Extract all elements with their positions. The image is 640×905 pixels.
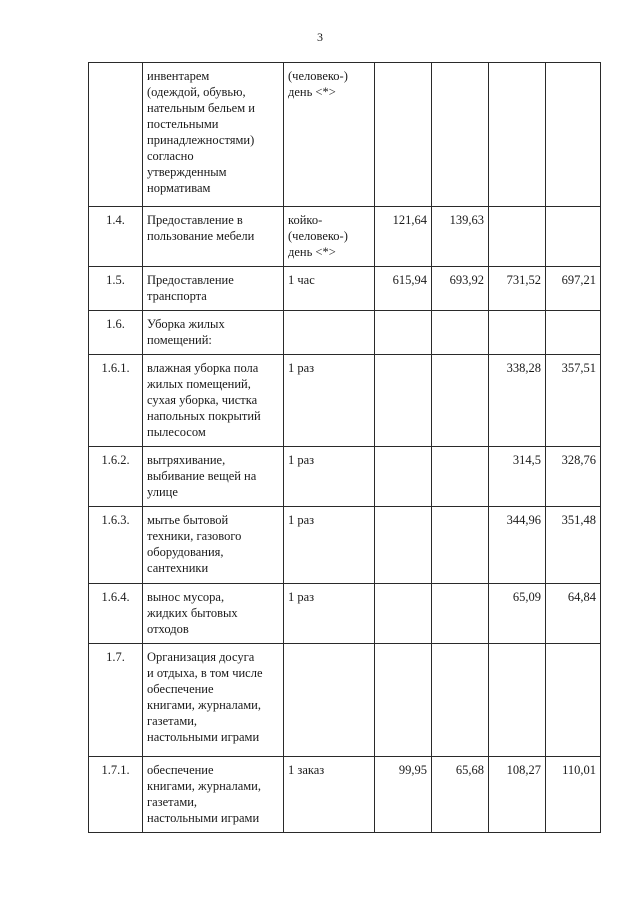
table-row [89,584,601,644]
value-cell-4: 64,84 [546,584,601,644]
row-number-cell: 1.6.3. [89,507,143,584]
page-number: 3 [317,30,323,44]
table-row [89,311,601,355]
value-cell-3: 314,5 [489,447,546,507]
table-row [89,63,601,207]
table-row [89,644,601,757]
value-cell-3: 338,28 [489,355,546,447]
row-number-cell: 1.6.2. [89,447,143,507]
value-cell-1 [375,355,432,447]
row-number-cell: 1.7.1. [89,757,143,833]
unit-cell: 1 час [284,267,375,311]
value-cell-2 [432,644,489,757]
table-row [89,757,601,833]
value-cell-1: 99,95 [375,757,432,833]
value-cell-4 [546,207,601,267]
service-name-cell: Предоставление транспорта [143,267,284,311]
value-cell-1 [375,447,432,507]
service-name-cell: вытряхивание, выбивание вещей на улице [143,447,284,507]
value-cell-4 [546,63,601,207]
value-cell-2: 693,92 [432,267,489,311]
value-cell-1: 615,94 [375,267,432,311]
unit-cell: 1 раз [284,355,375,447]
service-name-cell: вынос мусора, жидких бытовых отходов [143,584,284,644]
service-name-cell: инвентарем (одеждой, обувью, нательным бельем и постельными принадлежностями) согласно утвержденным нормативам [143,63,284,207]
value-cell-1 [375,584,432,644]
value-cell-1: 121,64 [375,207,432,267]
unit-cell: 1 раз [284,447,375,507]
unit-cell: 1 раз [284,584,375,644]
service-name-cell: влажная уборка пола жилых помещений, сухая уборка, чистка напольных покрытий пылесосом [143,355,284,447]
value-cell-3 [489,644,546,757]
service-name-cell: Организация досуга и отдыха, в том числе обеспечение книгами, журналами, газетами, настольными играми [143,644,284,757]
unit-cell [284,644,375,757]
row-number-cell: 1.7. [89,644,143,757]
table-row [89,507,601,584]
value-cell-3: 108,27 [489,757,546,833]
value-cell-4: 697,21 [546,267,601,311]
value-cell-3: 731,52 [489,267,546,311]
value-cell-3: 65,09 [489,584,546,644]
tariff-table [88,62,601,833]
row-number-cell: 1.6. [89,311,143,355]
table-row [89,355,601,447]
value-cell-4: 328,76 [546,447,601,507]
table-row [89,207,601,267]
table-row [89,267,601,311]
service-name-cell: обеспечение книгами, журналами, газетами, настольными играми [143,757,284,833]
service-name-cell: мытье бытовой техники, газового оборудования, сантехники [143,507,284,584]
row-number-cell: 1.4. [89,207,143,267]
value-cell-4: 357,51 [546,355,601,447]
unit-cell: койко- (человеко-) день <*> [284,207,375,267]
value-cell-4: 351,48 [546,507,601,584]
unit-cell: 1 раз [284,507,375,584]
value-cell-3 [489,311,546,355]
value-cell-3 [489,207,546,267]
value-cell-2 [432,447,489,507]
service-name-cell: Уборка жилых помещений: [143,311,284,355]
value-cell-2 [432,507,489,584]
value-cell-1 [375,311,432,355]
value-cell-2: 139,63 [432,207,489,267]
service-name-cell: Предоставление в пользование мебели [143,207,284,267]
value-cell-2 [432,63,489,207]
unit-cell: (человеко-) день <*> [284,63,375,207]
value-cell-4: 110,01 [546,757,601,833]
table-row [89,447,601,507]
value-cell-3 [489,63,546,207]
value-cell-4 [546,644,601,757]
row-number-cell: 1.6.1. [89,355,143,447]
value-cell-2 [432,584,489,644]
row-number-cell: 1.5. [89,267,143,311]
unit-cell: 1 заказ [284,757,375,833]
value-cell-2 [432,311,489,355]
value-cell-2: 65,68 [432,757,489,833]
value-cell-1 [375,644,432,757]
value-cell-2 [432,355,489,447]
value-cell-4 [546,311,601,355]
value-cell-1 [375,63,432,207]
unit-cell [284,311,375,355]
row-number-cell [89,63,143,207]
row-number-cell: 1.6.4. [89,584,143,644]
value-cell-3: 344,96 [489,507,546,584]
value-cell-1 [375,507,432,584]
